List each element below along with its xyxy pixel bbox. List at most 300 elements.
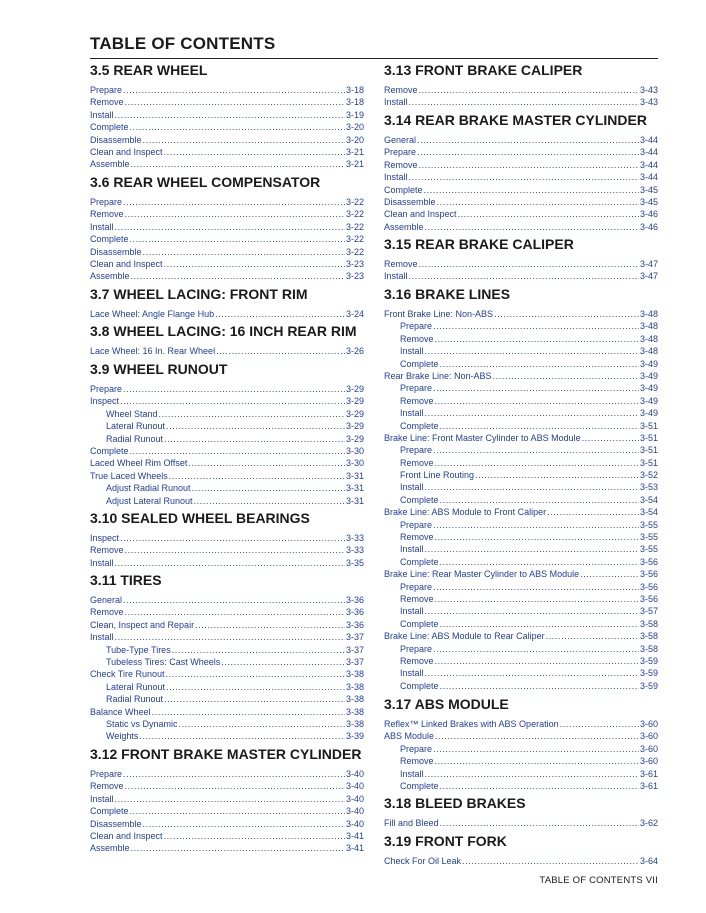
entry-page-number: 3-52	[639, 470, 658, 481]
entry-label: Remove	[400, 655, 434, 666]
toc-entry-link[interactable]	[384, 655, 658, 667]
entry-label: Radial Runout	[106, 694, 164, 705]
toc-entry-link[interactable]	[384, 581, 658, 593]
entry-page-number: 3-33	[345, 545, 364, 556]
entry-label: Rear Brake Line: Non-ABS	[384, 370, 492, 381]
toc-entry-link[interactable]	[90, 96, 364, 108]
toc-entry-link[interactable]	[384, 568, 658, 580]
toc-entry-link[interactable]	[384, 196, 658, 208]
entry-label: Complete	[400, 358, 439, 369]
entry-page-number: 3-23	[345, 258, 364, 269]
toc-section	[90, 570, 364, 743]
entry-label: General	[384, 135, 417, 145]
entry-page-number: 3-61	[639, 780, 658, 791]
entry-page-number: 3-38	[345, 718, 364, 729]
toc-entry-link[interactable]	[384, 221, 658, 233]
dot-leader	[115, 221, 345, 233]
toc-entry-link[interactable]	[384, 755, 658, 767]
dot-leader	[409, 270, 639, 282]
section-heading: 3.8 WHEEL LACING: 16 INCH REAR RIM	[90, 323, 357, 339]
dot-leader	[169, 470, 345, 482]
toc-entry-link[interactable]	[90, 445, 364, 457]
dot-leader	[120, 395, 345, 407]
toc-entry-link[interactable]	[384, 817, 658, 829]
toc-entry-link[interactable]	[384, 469, 658, 481]
dot-leader	[435, 655, 639, 667]
toc-section	[90, 172, 364, 283]
entry-page-number: 3-60	[639, 731, 658, 742]
dot-leader	[560, 718, 639, 730]
entry-page-number: 3-43	[639, 85, 658, 95]
page-title: TABLE OF CONTENTS	[90, 34, 276, 53]
dot-leader	[194, 495, 345, 507]
toc-entry-link[interactable]	[90, 84, 364, 96]
toc-entry-link[interactable]	[90, 121, 364, 133]
entry-page-number: 3-35	[345, 557, 364, 568]
toc-entry-link[interactable]	[90, 258, 364, 270]
entry-label: Remove	[400, 532, 434, 543]
toc-entry-link[interactable]	[90, 668, 364, 680]
dot-leader	[425, 667, 639, 679]
dot-leader	[440, 680, 639, 692]
dot-leader	[425, 605, 639, 617]
dot-leader	[417, 146, 639, 158]
entry-page-number: 3-37	[345, 656, 364, 667]
dot-leader	[433, 581, 639, 593]
section-heading: 3.15 REAR BRAKE CALIPER	[384, 236, 574, 252]
toc-entry-link[interactable]	[384, 171, 658, 183]
toc-entry-link[interactable]	[90, 532, 364, 544]
entry-page-number: 3-46	[639, 221, 658, 232]
toc-entry-link[interactable]	[384, 780, 658, 792]
entry-label: Install	[400, 346, 424, 357]
dot-leader	[462, 855, 639, 867]
dot-leader	[123, 196, 345, 208]
toc-entry-link[interactable]	[384, 556, 658, 568]
toc-entry-link[interactable]	[384, 345, 658, 357]
dot-leader	[221, 656, 345, 668]
dot-leader	[164, 146, 345, 158]
section-heading: 3.18 BLEED BRAKES	[384, 795, 526, 811]
dot-leader	[425, 221, 639, 233]
toc-entry-link[interactable]	[90, 644, 364, 656]
dot-leader	[425, 768, 639, 780]
dot-leader	[494, 308, 639, 320]
toc-entry-link[interactable]	[384, 519, 658, 531]
entry-label: Remove	[90, 97, 124, 108]
entry-page-number: 3-62	[639, 818, 658, 828]
dot-leader	[125, 606, 345, 618]
entry-page-number: 3-22	[345, 246, 364, 257]
dot-leader	[417, 134, 639, 146]
entry-page-number: 3-29	[345, 433, 364, 444]
dot-leader	[435, 333, 639, 345]
entry-page-number: 3-55	[639, 532, 658, 543]
entry-label: Tube-Type Tires	[106, 644, 171, 655]
entry-page-number: 3-58	[639, 631, 658, 642]
toc-entry-link[interactable]	[384, 743, 658, 755]
entry-page-number: 3-29	[345, 421, 364, 432]
toc-section	[90, 359, 364, 507]
entry-page-number: 3-45	[639, 184, 658, 195]
entry-label: Prepare	[400, 445, 433, 456]
entry-label: Prepare	[90, 197, 123, 207]
entry-label: Complete	[90, 234, 129, 245]
dot-leader	[166, 681, 345, 693]
entry-page-number: 3-49	[639, 383, 658, 394]
toc-entry-link[interactable]	[384, 457, 658, 469]
toc-entry-link[interactable]	[90, 730, 364, 742]
page-footer: TABLE OF CONTENTS VII	[539, 875, 658, 886]
entry-label: Complete	[400, 420, 439, 431]
section-heading: 3.11 TIRES	[90, 572, 162, 588]
entry-label: Remove	[384, 85, 418, 95]
entry-page-number: 3-51	[639, 420, 658, 431]
dot-leader	[115, 631, 345, 643]
entry-page-number: 3-38	[345, 706, 364, 717]
toc-entry-link[interactable]	[90, 158, 364, 170]
entry-label: Remove	[384, 259, 418, 269]
dot-leader	[125, 208, 345, 220]
toc-entry-link[interactable]	[384, 506, 658, 518]
entry-page-number: 3-41	[345, 843, 364, 854]
toc-entry-link[interactable]	[90, 420, 364, 432]
dot-leader	[475, 469, 639, 481]
entry-page-number: 3-56	[639, 581, 658, 592]
entry-page-number: 3-59	[639, 668, 658, 679]
entry-page-number: 3-59	[639, 655, 658, 666]
toc-entry-link[interactable]	[90, 631, 364, 643]
toc-entry-link[interactable]	[384, 718, 658, 730]
entry-label: Prepare	[400, 383, 433, 394]
dot-leader	[143, 818, 345, 830]
entry-label: Install	[384, 97, 408, 108]
toc-entry-link[interactable]	[384, 146, 658, 158]
toc-entry-link[interactable]	[90, 594, 364, 606]
entry-page-number: 3-64	[639, 856, 658, 866]
toc-entry-link[interactable]	[90, 768, 364, 780]
entry-label: Disassemble	[384, 196, 436, 207]
toc-section	[384, 694, 658, 792]
entry-page-number: 3-45	[639, 196, 658, 207]
dot-leader	[440, 556, 639, 568]
entry-page-number: 3-60	[639, 743, 658, 754]
entry-label: Inspect	[90, 533, 120, 543]
dot-leader	[164, 693, 345, 705]
toc-entry-link[interactable]	[384, 159, 658, 171]
entry-page-number: 3-36	[345, 607, 364, 618]
entry-label: Install	[400, 408, 424, 419]
entry-label: Clean and Inspect	[90, 830, 163, 841]
entry-label: Complete	[400, 780, 439, 791]
entry-label: Clean and Inspect	[384, 209, 457, 220]
toc-entry-link[interactable]	[90, 196, 364, 208]
entry-page-number: 3-40	[345, 793, 364, 804]
entry-label: Balance Wheel	[90, 706, 151, 717]
entry-label: True Laced Wheels	[90, 470, 168, 481]
dot-leader	[547, 506, 639, 518]
toc-entry-link[interactable]	[384, 395, 658, 407]
dot-leader	[215, 308, 345, 320]
toc-entry-link[interactable]	[384, 208, 658, 220]
toc-entry-link[interactable]	[90, 146, 364, 158]
toc-entry-link[interactable]	[384, 444, 658, 456]
entry-label: Tubeless Tires: Cast Wheels	[106, 656, 221, 667]
entry-label: Inspect	[90, 396, 120, 407]
entry-label: Install	[400, 544, 424, 555]
dot-leader	[152, 706, 345, 718]
entry-page-number: 3-31	[345, 483, 364, 494]
entry-label: Adjust Lateral Runout	[106, 495, 193, 506]
dot-leader	[164, 433, 345, 445]
dot-leader	[433, 643, 639, 655]
entry-label: Remove	[90, 209, 124, 220]
dot-leader	[123, 383, 345, 395]
toc-entry-link[interactable]	[90, 830, 364, 842]
toc-entry-link[interactable]	[90, 109, 364, 121]
dot-leader	[172, 644, 345, 656]
entry-page-number: 3-21	[345, 146, 364, 157]
toc-entry-link[interactable]	[384, 258, 658, 270]
toc-entry-link[interactable]	[384, 768, 658, 780]
entry-label: Remove	[400, 457, 434, 468]
toc-entry-link[interactable]	[90, 233, 364, 245]
entry-page-number: 3-39	[345, 731, 364, 742]
entry-label: Adjust Radial Runout	[106, 483, 191, 494]
dot-leader	[115, 109, 345, 121]
dot-leader	[440, 358, 639, 370]
toc-section	[384, 110, 658, 233]
entry-label: Complete	[90, 806, 129, 817]
toc-entry-link[interactable]	[90, 433, 364, 445]
dot-leader	[419, 159, 639, 171]
entry-label: Prepare	[90, 85, 123, 95]
toc-entry-link[interactable]	[90, 495, 364, 507]
dot-leader	[125, 780, 345, 792]
toc-entry-link[interactable]	[384, 593, 658, 605]
entry-label: Assemble	[90, 271, 130, 282]
toc-section	[384, 60, 658, 109]
toc-entry-link[interactable]	[384, 84, 658, 96]
entry-label: Assemble	[384, 221, 424, 232]
entry-label: Fill and Bleed	[384, 818, 439, 828]
toc-entry-link[interactable]	[384, 481, 658, 493]
entry-page-number: 3-19	[345, 109, 364, 120]
toc-entry-link[interactable]	[384, 382, 658, 394]
dot-leader	[435, 730, 639, 742]
toc-entry-link[interactable]	[384, 134, 658, 146]
toc-entry-link[interactable]	[384, 420, 658, 432]
dot-leader	[159, 408, 345, 420]
toc-entry-link[interactable]	[384, 96, 658, 108]
toc-entry-link[interactable]	[90, 706, 364, 718]
entry-page-number: 3-44	[639, 135, 658, 145]
dot-leader	[166, 668, 345, 680]
toc-entry-link[interactable]	[90, 818, 364, 830]
entry-label: General	[90, 595, 123, 605]
entry-label: Prepare	[400, 581, 433, 592]
dot-leader	[164, 258, 345, 270]
entry-label: Prepare	[384, 147, 417, 158]
dot-leader	[143, 134, 345, 146]
entry-label: Remove	[400, 333, 434, 344]
toc-entry-link[interactable]	[384, 494, 658, 506]
section-heading: 3.5 REAR WHEEL	[90, 62, 208, 78]
toc-entry-link[interactable]	[384, 358, 658, 370]
toc-entry-link[interactable]	[90, 383, 364, 395]
entry-label: Lateral Runout	[106, 421, 166, 432]
toc-entry-link[interactable]	[384, 432, 658, 444]
toc-section	[90, 321, 364, 357]
toc-entry-link[interactable]	[90, 544, 364, 556]
entry-label: ABS Module	[384, 731, 435, 742]
toc-entry-link[interactable]	[384, 543, 658, 555]
toc-entry-link[interactable]	[90, 408, 364, 420]
toc-entry-link[interactable]	[384, 643, 658, 655]
entry-page-number: 3-49	[639, 370, 658, 381]
entry-page-number: 3-40	[345, 781, 364, 792]
entry-page-number: 3-49	[639, 358, 658, 369]
toc-entry-link[interactable]	[384, 531, 658, 543]
entry-page-number: 3-48	[639, 346, 658, 357]
entry-label: Install	[90, 632, 114, 643]
entry-label: Install	[90, 109, 114, 120]
toc-entry-link[interactable]	[90, 557, 364, 569]
dot-leader	[425, 407, 639, 419]
toc-entry-link[interactable]	[384, 184, 658, 196]
entry-label: Disassemble	[90, 246, 142, 257]
dot-leader	[409, 96, 639, 108]
entry-label: Prepare	[90, 769, 123, 779]
toc-section	[90, 284, 364, 320]
dot-leader	[425, 345, 639, 357]
dot-leader	[125, 544, 345, 556]
entry-page-number: 3-31	[345, 470, 364, 481]
toc-entry-link[interactable]	[90, 482, 364, 494]
toc-entry-link[interactable]	[90, 134, 364, 146]
entry-label: Clean and Inspect	[90, 258, 163, 269]
toc-entry-link[interactable]	[384, 618, 658, 630]
entry-label: Install	[90, 557, 114, 568]
entry-page-number: 3-29	[345, 384, 364, 394]
toc-entry-link[interactable]	[90, 619, 364, 631]
entry-label: Laced Wheel Rim Offset	[90, 458, 188, 469]
toc-entry-link[interactable]	[90, 693, 364, 705]
entry-page-number: 3-29	[345, 396, 364, 407]
entry-page-number: 3-54	[639, 507, 658, 518]
dot-leader	[582, 432, 639, 444]
toc-entry-link[interactable]	[384, 320, 658, 332]
toc-entry-link[interactable]	[90, 842, 364, 854]
entry-label: Brake Line: Rear Master Cylinder to ABS Module	[384, 569, 580, 580]
toc-entry-link[interactable]	[90, 246, 364, 258]
dot-leader	[216, 345, 345, 357]
toc-entry-link[interactable]	[384, 370, 658, 382]
toc-entry-link[interactable]	[384, 308, 658, 320]
toc-entry-link[interactable]	[90, 345, 364, 357]
toc-entry-link[interactable]	[384, 855, 658, 867]
title-rule	[90, 58, 658, 59]
dot-leader	[424, 184, 639, 196]
entry-label: Remove	[90, 545, 124, 556]
toc-entry-link[interactable]	[384, 667, 658, 679]
entry-label: Check For Oil Leak	[384, 856, 462, 866]
entry-page-number: 3-18	[345, 85, 364, 95]
toc-entry-link[interactable]	[384, 630, 658, 642]
toc-entry-link[interactable]	[90, 606, 364, 618]
toc-entry-link[interactable]	[90, 470, 364, 482]
entry-label: Remove	[90, 607, 124, 618]
entry-label: Complete	[400, 618, 439, 629]
toc-entry-link[interactable]	[90, 308, 364, 320]
toc-entry-link[interactable]	[90, 718, 364, 730]
entry-label: Remove	[400, 395, 434, 406]
toc-entry-link[interactable]	[90, 780, 364, 792]
entry-label: Disassemble	[90, 134, 142, 145]
entry-label: Clean, Inspect and Repair	[90, 619, 195, 630]
toc-entry-link[interactable]	[384, 605, 658, 617]
entry-page-number: 3-20	[345, 122, 364, 133]
toc-entry-link[interactable]	[90, 793, 364, 805]
toc-entry-link[interactable]	[384, 333, 658, 345]
entry-page-number: 3-40	[345, 818, 364, 829]
toc-entry-link[interactable]	[90, 208, 364, 220]
entry-label: Complete	[400, 556, 439, 567]
toc-entry-link[interactable]	[384, 680, 658, 692]
entry-page-number: 3-30	[345, 458, 364, 469]
toc-entry-link[interactable]	[90, 270, 364, 282]
toc-section	[90, 508, 364, 569]
entry-page-number: 3-47	[639, 259, 658, 269]
section-heading: 3.7 WHEEL LACING: FRONT RIM	[90, 286, 308, 302]
dot-leader	[130, 805, 345, 817]
dot-leader	[435, 593, 639, 605]
entry-page-number: 3-56	[639, 556, 658, 567]
entry-page-number: 3-31	[345, 495, 364, 506]
toc-entry-link[interactable]	[90, 457, 364, 469]
entry-label: Disassemble	[90, 818, 142, 829]
section-heading: 3.16 BRAKE LINES	[384, 286, 511, 302]
entry-label: Prepare	[400, 321, 433, 332]
toc-entry-link[interactable]	[90, 681, 364, 693]
dot-leader	[435, 395, 639, 407]
dot-leader	[433, 320, 639, 332]
toc-entry-link[interactable]	[90, 395, 364, 407]
section-heading: 3.10 SEALED WHEEL BEARINGS	[90, 510, 310, 526]
dot-leader	[440, 780, 639, 792]
toc-entry-link[interactable]	[90, 805, 364, 817]
entry-page-number: 3-56	[639, 593, 658, 604]
entry-label: Front Line Routing	[400, 470, 475, 481]
dot-leader	[115, 557, 345, 569]
entry-label: Static vs Dynamic	[106, 718, 178, 729]
entry-page-number: 3-40	[345, 769, 364, 779]
entry-page-number: 3-54	[639, 494, 658, 505]
toc-entry-link[interactable]	[384, 407, 658, 419]
dot-leader	[188, 457, 345, 469]
toc-entry-link[interactable]	[384, 730, 658, 742]
toc-entry-link[interactable]	[90, 656, 364, 668]
entry-page-number: 3-58	[639, 618, 658, 629]
section-heading: 3.19 FRONT FORK	[384, 833, 507, 849]
entry-page-number: 3-23	[345, 271, 364, 282]
entry-label: Wheel Stand	[106, 408, 158, 419]
dot-leader	[123, 768, 345, 780]
toc-entry-link[interactable]	[90, 221, 364, 233]
toc-entry-link[interactable]	[384, 270, 658, 282]
dot-leader	[433, 444, 639, 456]
entry-page-number: 3-21	[345, 159, 364, 170]
